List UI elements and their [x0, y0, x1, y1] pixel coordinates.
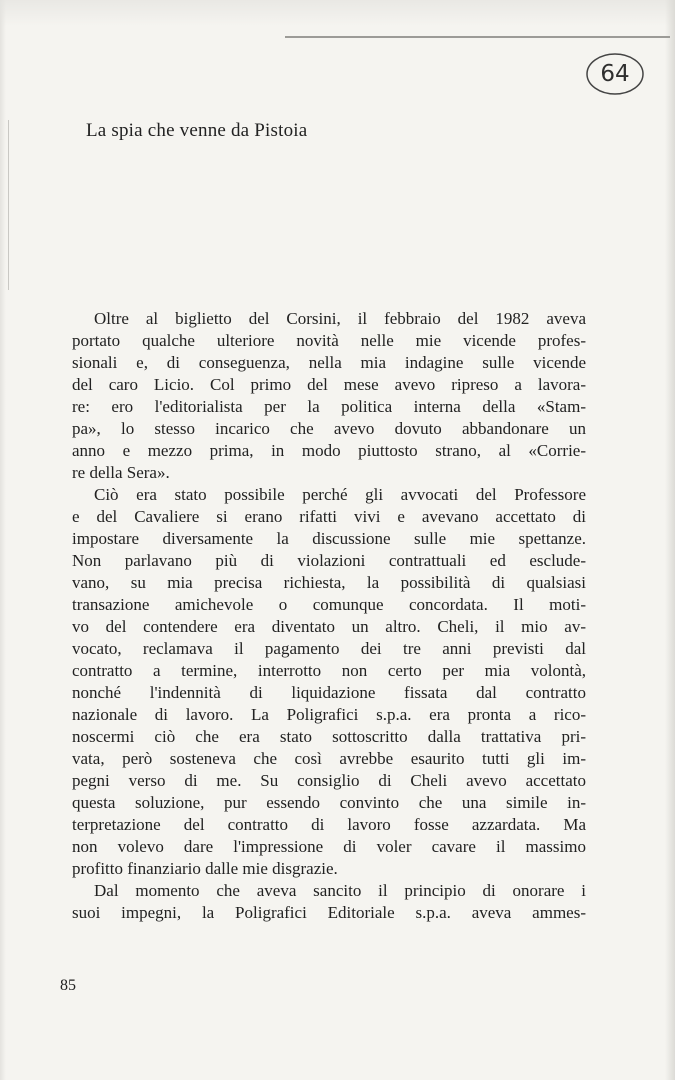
scan-edge-right — [665, 0, 675, 1080]
page-number: 85 — [60, 977, 76, 994]
text-line: vata, però sosteneva che così avrebbe esaurito tutti gli im- — [72, 749, 586, 768]
text-line: sionali e, di conseguenza, nella mia indagine sulle vicende — [72, 353, 586, 372]
text-line: Dal momento che aveva sancito il principio di onorare i — [94, 881, 586, 900]
text-line: noscermi ciò che era stato sottoscritto dalla trattativa pri- — [72, 727, 586, 746]
text-line: e del Cavaliere si erano rifatti vivi e avevano accettato di — [72, 507, 586, 526]
text-line: pa», lo stesso incarico che avevo dovuto abbandonare un — [72, 419, 586, 438]
top-rule — [285, 36, 670, 38]
text-line: pegni verso di me. Su consiglio di Cheli avevo accettato — [72, 771, 586, 790]
text-line: Oltre al biglietto del Corsini, il febbraio del 1982 aveva — [94, 309, 586, 328]
text-line: suoi impegni, la Poligrafici Editoriale s.p.a. aveva ammes- — [72, 903, 586, 922]
text-line: nonché l'indennità di liquidazione fissata dal contratto — [72, 683, 586, 702]
text-line: anno e mezzo prima, in modo piuttosto strano, al «Corrie- — [72, 441, 586, 460]
text-line: non volevo dare l'impressione di voler cavare il massimo — [72, 837, 586, 856]
text-line: impostare diversamente la discussione sulle mie spettanze. — [72, 529, 586, 548]
text-line: contratto a termine, interrotto non certo per mia volontà, — [72, 661, 586, 680]
scan-edge-top — [0, 0, 675, 26]
text-line: vocato, reclamava il pagamento dei tre anni previsti dal — [72, 639, 586, 658]
text-line: vo del contendere era diventato un altro. Cheli, il mio av- — [72, 617, 586, 636]
text-line: Ciò era stato possibile perché gli avvocati del Professore — [94, 485, 586, 504]
text-line: re: ero l'editorialista per la politica interna della «Stam- — [72, 397, 586, 416]
margin-rule — [8, 120, 9, 290]
chapter-title: La spia che venne da Pistoia — [86, 120, 308, 141]
text-line: re della Sera». — [72, 463, 170, 482]
archive-number-stamp — [583, 50, 647, 98]
text-line: terpretazione del contratto di lavoro fosse azzardata. Ma — [72, 815, 586, 834]
text-line: vano, su mia precisa richiesta, la possibilità di qualsiasi — [72, 573, 586, 592]
text-line: del caro Licio. Col primo del mese avevo ripreso a lavora- — [72, 375, 586, 394]
text-line: Non parlavano più di violazioni contrattuali ed esclude- — [72, 551, 586, 570]
body-text — [72, 308, 586, 924]
scan-edge-left — [0, 0, 6, 1080]
text-line: transazione amichevole o comunque concordata. Il moti- — [72, 595, 586, 614]
text-line: nazionale di lavoro. La Poligrafici s.p.a. era pronta a rico- — [72, 705, 586, 724]
text-line: profitto finanziario dalle mie disgrazie. — [72, 859, 338, 878]
text-line: portato qualche ulteriore novità nelle mie vicende profes- — [72, 331, 586, 350]
archive-number: 64 — [600, 61, 630, 87]
text-line: questa soluzione, pur essendo convinto che una simile in- — [72, 793, 586, 812]
